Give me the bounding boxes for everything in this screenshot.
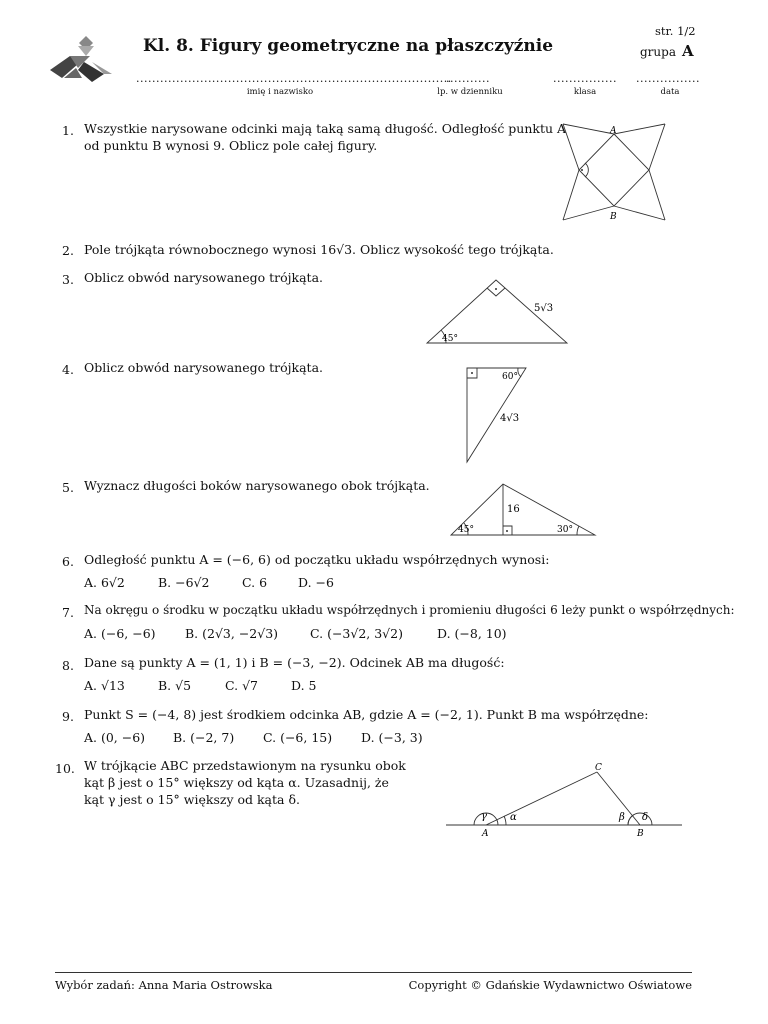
- question-text: Oblicz obwód narysowanego trójkąta.: [84, 360, 323, 375]
- group-letter: A: [681, 42, 694, 60]
- answer-option[interactable]: C. (−6, 15): [263, 730, 333, 745]
- angle-label: δ: [642, 812, 649, 823]
- group-indicator: grupa A: [640, 42, 694, 60]
- question-text: W trójkącie ABC przedstawionym na rysunku obok kąt β jest o 15° większy od kąta α. Uzasadnij, że kąt γ jest o 15° większy od kąta δ.: [84, 758, 406, 807]
- footer-copyright: Copyright © Gdańskie Wydawnictwo Oświatowe: [408, 978, 692, 992]
- date-label: data: [660, 87, 680, 97]
- height-label: 16: [507, 504, 520, 515]
- name-field[interactable]: ...............................................................................: [136, 72, 452, 85]
- question-number: 1.: [62, 123, 74, 138]
- answer-option[interactable]: A. 6√2: [84, 575, 125, 590]
- question-number: 5.: [62, 480, 74, 495]
- answer-option[interactable]: B. −6√2: [158, 575, 210, 590]
- figure-right-triangle: [462, 364, 532, 468]
- date-field[interactable]: ................: [636, 72, 700, 85]
- question-text: Wszystkie narysowane odcinki mają taką samą długość. Odległość punktu A od punktu B wynosi 9. Oblicz pole całej figury.: [84, 121, 567, 153]
- name-label: imię i nazwisko: [246, 87, 314, 97]
- angle-label: 45°: [442, 334, 458, 344]
- question-number: 7.: [62, 605, 74, 620]
- question-text: Na okręgu o środku w początku układu współrzędnych i promieniu długości 6 leży punkt o współrzędnych:: [84, 603, 735, 617]
- answer-option[interactable]: B. (2√3, −2√3): [185, 626, 279, 641]
- question-text: Punkt S = (−4, 8) jest środkiem odcinka AB, gdzie A = (−2, 1). Punkt B ma współrzędne:: [84, 707, 649, 722]
- footer-divider: [55, 972, 692, 973]
- point-label: A: [610, 126, 617, 136]
- answer-option[interactable]: D. (−3, 3): [361, 730, 423, 745]
- question-number: 2.: [62, 243, 74, 258]
- page-number: str. 1/2: [655, 24, 696, 38]
- point-label: C: [595, 763, 602, 773]
- figure-triangle-height: [446, 480, 598, 538]
- answer-option[interactable]: C. (−3√2, 3√2): [310, 626, 403, 641]
- answer-option[interactable]: A. (−6, −6): [84, 626, 156, 641]
- publisher-logo: [48, 34, 114, 86]
- figure-star-square: [555, 122, 675, 226]
- question-number: 9.: [62, 709, 74, 724]
- side-label: 5√3: [534, 303, 554, 314]
- page-title: Kl. 8. Figury geometryczne na płaszczyźnie: [143, 36, 554, 56]
- angle-label: 30°: [557, 525, 573, 535]
- question-text: Odległość punktu A = (−6, 6) od początku układu współrzędnych wynosi:: [84, 552, 550, 567]
- question-number: 3.: [62, 272, 74, 287]
- footer-author: Wybór zadań: Anna Maria Ostrowska: [55, 978, 273, 992]
- figure-triangle-abc: [444, 760, 684, 842]
- question-text: Wyznacz długości boków narysowanego obok trójkąta.: [84, 478, 430, 493]
- number-field[interactable]: ...........: [446, 72, 490, 85]
- answer-option[interactable]: B. √5: [158, 678, 192, 693]
- angle-label: 60°: [502, 372, 518, 382]
- answer-option[interactable]: C. 6: [242, 575, 268, 590]
- angle-label: 45°: [458, 525, 474, 535]
- answer-option[interactable]: D. (−8, 10): [437, 626, 507, 641]
- answer-option[interactable]: D. 5: [291, 678, 317, 693]
- question-number: 10.: [55, 761, 75, 776]
- question-number: 4.: [62, 362, 74, 377]
- answer-option[interactable]: C. √7: [225, 678, 258, 693]
- question-number: 6.: [62, 554, 74, 569]
- point-label: A: [482, 829, 489, 839]
- figure-triangle-45: [424, 276, 574, 348]
- question-text: Dane są punkty A = (1, 1) i B = (−3, −2). Odcinek AB ma długość:: [84, 655, 505, 670]
- point-label: B: [610, 212, 617, 222]
- point-label: B: [637, 829, 644, 839]
- answer-option[interactable]: D. −6: [298, 575, 334, 590]
- question-text: Oblicz obwód narysowanego trójkąta.: [84, 270, 323, 285]
- number-label: lp. w dzienniku: [437, 87, 503, 97]
- question-number: 8.: [62, 658, 74, 673]
- answer-option[interactable]: B. (−2, 7): [173, 730, 235, 745]
- answer-option[interactable]: A. (0, −6): [84, 730, 146, 745]
- class-field[interactable]: ................: [553, 72, 617, 85]
- angle-label: γ: [481, 811, 487, 822]
- side-label: 4√3: [500, 413, 520, 424]
- angle-label: α: [510, 812, 517, 823]
- answer-option[interactable]: A. √13: [84, 678, 125, 693]
- class-label: klasa: [573, 87, 597, 97]
- question-text: Pole trójkąta równobocznego wynosi 16√3. Oblicz wysokość tego trójkąta.: [84, 242, 554, 257]
- angle-label: β: [619, 812, 625, 823]
